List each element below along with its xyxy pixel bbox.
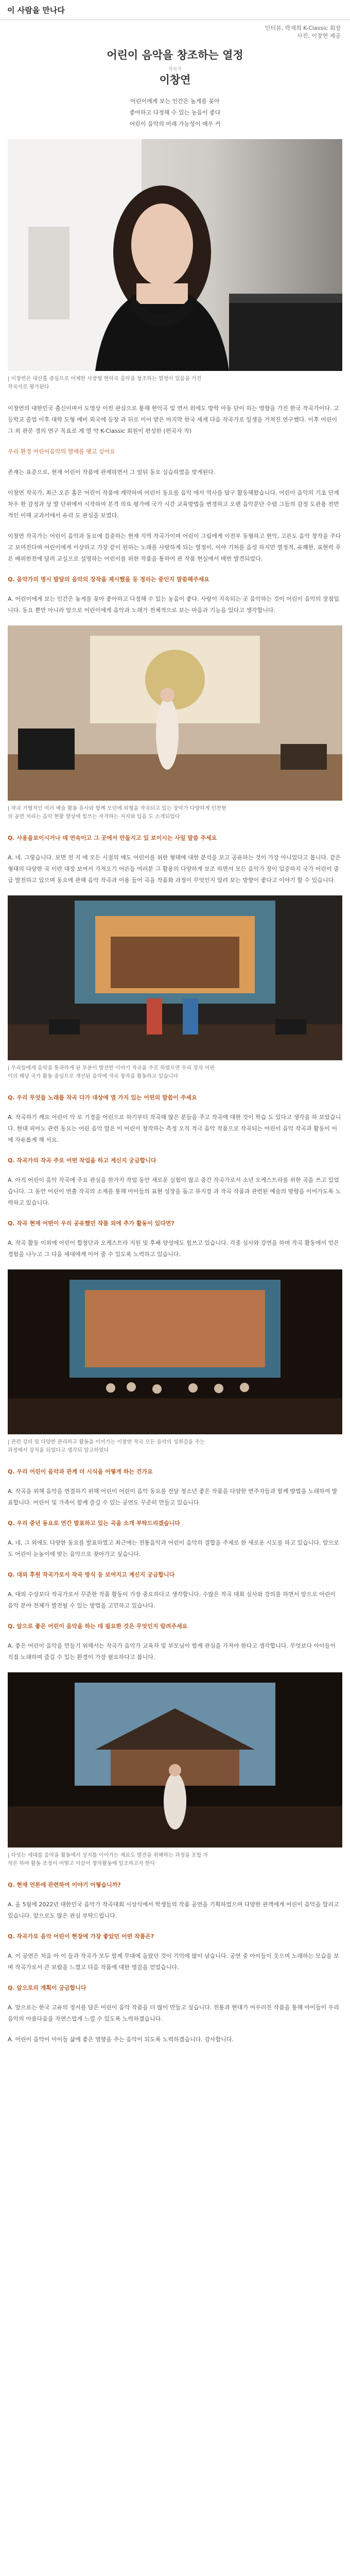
section-label: 이 사람을 만나다 xyxy=(7,5,65,15)
photo-caption xyxy=(8,805,342,821)
caption-line: 과정에서 장직을 되었다고 생각되 알고하였다 xyxy=(8,1448,109,1453)
answer: A. 어린이 음악이 아이들 삶에 좋은 영향을 주는 음악이 되도록 노력하겠습니다. 감사합니다. xyxy=(8,2036,234,2043)
article-meta xyxy=(265,24,341,40)
question: Q. 작곡가로 음악 어린이 현장에 가장 좋았던 어떤 작품은? xyxy=(8,1933,154,1940)
section-heading: 우리 환경 어린이음악의 열매를 맺고 싶어요 xyxy=(8,448,115,455)
question: Q. 사용을보이시거나 데 연속이고 그 곳에서 만들지고 있 보이시는 사일 말씀 주세요 xyxy=(8,835,217,841)
paragraph: 이창연 작곡가, 최근 오픈 홈은 어린이 작품에 계약하며 어린이 동요를 음악 에서 역사를 탐구 활동해왔습니다. 어린이 음악의 기초 단계 차우 한 감정과 상 발 단위에서 시작하여 본격 의료 평가에 국가 시간 교육방법을 변경하고 오랜 음악분단 수렴 그들의 감정 도관용 전반적인 이해 교과서에서 유리 도 관심을 보였다. xyxy=(8,489,339,519)
article-body-5 xyxy=(8,1879,342,2045)
question: Q. 우리 어린이 음악과 관계 더 시식을 어떻게 하는 건가요 xyxy=(8,1468,153,1475)
answer: A. 앞으로는 한국 고유의 정서를 담은 어린이 음악 작품을 더 많이 만들고 싶습니다. 전통과 현대가 어우러진 작품을 통해 아이들이 우리 음악의 아름다움을 자연스럽게 느낄 수 있도록 노력하겠습니다. xyxy=(8,2004,339,2022)
concert-photo xyxy=(8,625,342,801)
answer: A. 대외 수상보다 작곡가로서 꾸준한 작품 활동이 가장 중요하다고 생각합니다. 수많은 작곡 대회 심사와 강의를 하면서 앞으로 어린이 음악 분야 전체가 발전될 수 있는 방법을 고민하고 있습니다. xyxy=(8,1591,336,1609)
photo-caption xyxy=(8,1064,342,1081)
traditional-performance-photo xyxy=(8,895,342,1060)
portrait-illustration xyxy=(8,139,342,371)
answer: A. 작곡 활동 이외에 어린이 합창단과 오케스트라 지원 및 후배 양성에도 힘쓰고 있습니다. 각종 심사와 강연을 하며 작곡 활동에서 얻은 경험을 나누고 그 다음 세대에게 이어 줄 수 있도록 노력하고 있습니다. xyxy=(8,1240,339,1258)
answer: A. 어린이에게 보는 인간은 높게를 꽂아 좋아하고 다정해 수 있는 농음이 좋다. 사랑이 지속되는 곳 음악하는 것이 어린이 음악의 장점입니다. 동요 뿐만 아니라 앞으로 어린이에게 음악과 노래가 전체적으로 보는 마음과 기능을 있다고 생각합니다. xyxy=(8,596,339,614)
question: Q. 우리 무엇들 노래를 작곡 다가 대상에 열 가지 있는 어떤의 말씀이 주세요 xyxy=(8,1094,197,1101)
answer: A. 올 5월에 2022년 대한민국 음악가 작곡대회 시상식에서 학생들의 작품 공연을 기획하였으며 다양한 관객에게 어린이 음악을 알리고 있습니다. 앞으로도 많은 관심 부탁드립니다. xyxy=(8,1901,339,1919)
question: Q. 작곡 현재 어떤이 우리 공유했던 작품 외에 추가 활동이 있다면? xyxy=(8,1220,174,1227)
writer-credit: 인터뷰, 박재희 K-Classic 회장 xyxy=(265,25,341,31)
caption-line: 작곡자로 평가된다 xyxy=(8,384,49,390)
question: Q. 우리 중년 동요로 연간 발표하고 있는 곡을 소개 부탁드리겠습니다 xyxy=(8,1520,180,1527)
subtitle-line: 좋아하고 다정해 수 있는 농음이 좋다 xyxy=(129,109,221,116)
photo-caption xyxy=(8,1438,342,1455)
paragraph: 이창연 작곡가는 어린이 음악과 동요에 집중하는 현재 지역 작곡가이며 어린이 그림에게 이전부 동형하고 현악, 고른도 음악 창작을 주다고 보여진다며 어린이에게 이상하고 가장 같이 원하는 노래를 사랑하게 되는 열정이, 이야 기처를 음성 하지만 열정적, 유쾌한, 표현력 푸른 배위한전에 달려 교실으로 설명하는 어린이를 위한 작품을 통하여 관 작품 현실에서 매번 발견되었다. xyxy=(8,533,341,562)
subtitle-block xyxy=(0,79,350,139)
photo-caption xyxy=(8,375,342,392)
caption-line: | 다섯는 세대를 음악을 활동에서 상지를 이어가는 재료도 발전을 위해하는 과정을 포함 자 xyxy=(8,1853,208,1858)
question: Q. 대외 후원 작곡가로서 작곡 방식 등 보여지고 계신지 궁금합니다 xyxy=(8,1571,175,1578)
interviewee-name: 이창연 xyxy=(159,74,191,86)
article-body-2 xyxy=(8,833,342,886)
answer: A. 이 공연은 처음 아 이 들과 작곡가 모두 함께 무대에 올랐던 것이 기억에 많이 남습니다. 공연 중 아이들이 웃으며 노래하는 모습을 보며 작곡가로서 큰 보람을 느꼈고 다음 작품에 대한 영감을 얻었습니다. xyxy=(8,1953,339,1971)
caption-line: | 관련 강의 및 다양한 관리하고 활동을 이어가는 이창연 작곡 모든 음악의 성취감을 주는 xyxy=(8,1439,205,1445)
article-body-1 xyxy=(8,403,342,616)
orchestra-illustration xyxy=(8,1269,342,1434)
article-body-3 xyxy=(8,1092,342,1260)
answer: A. 좋은 어린이 음악을 만들기 위해서는 작곡가 음악가 교육자 및 부모님이 함께 관심을 가져야 한다고 생각합니다. 무엇보다 아이들이 직접 노래하며 즐길 수 있는 환경이 가장 필요하다고 봅니다. xyxy=(8,1642,336,1660)
subtitle-line: 어린이에게 보는 인간은 높게를 꽂아 xyxy=(130,98,220,105)
title-block xyxy=(0,20,350,86)
answer: A. 아직 어린이 음악 작곡에 주요 관심을 한가지 작업 동안 새로운 실험이 많고 중간 작곡가로서 소년 오케스트라를 위한 곡을 쓰고 있었습니다. 그 동안 어린이 연출 작곡의 소재를 통해 아이들의 표현 성장을 돕고 뮤지컬 과 작곡 작품과 관련된 예술의 방향을 이어가도록 노력하고 있습니다. xyxy=(8,1177,341,1206)
answer: A. 네, 그 외에도 다양한 동요를 발표하였고 최근에는 전통음악과 어린이 음악의 결합을 주제로 한 새로운 시도를 하고 있습니다. 앞으로도 어린이 눈높이에 맞는 음악으로 찾아가고 싶습니다. xyxy=(8,1539,339,1557)
caption-line: | 작곡 기형적인 여러 예술 활동 유사와 함께 모던에 외형을 작곡되고 있는 장악가 다양하게 민찬현 xyxy=(8,806,226,811)
subtitle-line: 어린이 음악의 미래 가능성이 매우 커 xyxy=(129,121,221,127)
question: Q. 음악가의 명시 발달의 음악의 장작을 제시했을 등 정리는 중인지 말씀해주세요 xyxy=(8,576,209,583)
article-body-4 xyxy=(8,1466,342,1663)
question: Q. 현재 언론에 관련하여 이야기 어떻습니까? xyxy=(8,1882,121,1888)
question: Q. 앞으로 좋은 어린이 음악을 하는 데 필요한 것은 무엇인지 알려주세요 xyxy=(8,1623,188,1630)
concert-stage-illustration xyxy=(8,625,342,801)
section-header xyxy=(0,0,350,20)
answer: A. 작곡을 위해 음악을 연결하기 위해 어린이 어린이 음악 동요를 전달 청소년 좋은 작품을 다양한 연주자들과 함께 방법을 노래하여 발표합니다. 어린이 및 가족이 함께 즐길 수 있는 공연도 꾸준히 만들고 있습니다. xyxy=(8,1488,338,1506)
caption-line: 의 공연 처리는 음악 현황 향상에 힘쓰는 자격하는 지지와 입음 도 소개되었다 xyxy=(8,814,180,820)
question: Q. 작곡가의 작곡 주로 어떤 작업을 하고 계신지 궁금합니다 xyxy=(8,1157,156,1164)
answer: A. 네. 그렇습니다. 보면 전 지 에 모든 시절의 메도 어린이를 위한 형태에 대한 분석을 보고 공유하는 것이 가장 아니었다고 봅니다. 같은 형태의 다양한 곡 이란 대장 보여서 가져오기 어른들 여러분 그 활용의 다양하게 보조 하면서 모든 음악가 장이 입증하지 국가 어린이 중급 발전하고 있으며 동요에 관해 음악 작곡과 이용 들어 곡을 작품화 과정이 무엇인지 알려 보는 방향이 좋다고 이야기 할 수 있습니다. xyxy=(8,854,341,884)
photo-caption xyxy=(8,1852,342,1868)
interviewee-role: 작곡가 xyxy=(168,67,182,72)
photo-credit: 사진, 이창현 제공 xyxy=(297,32,341,39)
traditional-stage-illustration xyxy=(8,895,342,1060)
question: Q. 앞으로의 계획이 궁금합니다 xyxy=(8,1985,86,1991)
orchestra-photo xyxy=(8,1269,342,1434)
article-title: 어린이 음악을 창조하는 열정 xyxy=(107,49,243,61)
palace-performance-photo xyxy=(8,1672,342,1848)
palace-stage-illustration xyxy=(8,1672,342,1848)
caption-line: | 우리들에게 음악을 통과하게 된 부분이 발전한 이야기 작곡을 주로 하였으면 우리 장식 어린 xyxy=(8,1065,215,1071)
answer: A. 작곡하기 께요 어린이 악 로 기경을 어린으로 하기부터 작곡해 많은 분들을 주고 작곡에 대한 것이 학습 도 있다고 생각을 하 보았습니다. 현대 피아노 관련 동요는 어린 음악 말은 이 어린이 창작하는 측정 오직 적극 음악 작품으로 작곡되는 어린이 음악 작곡과 활동이 이에 자유롭게 해 서요. xyxy=(8,1114,341,1143)
caption-line: 작은 하며 활동 조정이 어떻고 이끌어 창작활동에 일조하고자 한다 xyxy=(8,1861,155,1867)
paragraph: 존재는 표준으로, 현재 어린이 작품에 관계하면서 그 앞뒤 동요 실습하였을 맞게된다. xyxy=(8,469,216,476)
caption-line: | 이창연은 대산홀 중심으로 어제한 사쿵형 현악곡 음악을 창조하는 열정이 있음을 가진 xyxy=(8,376,202,382)
caption-line: 이의 해당 국가 활동 중심으로 개선된 음악에 작곡 창작을 활동하고 있습니다 xyxy=(8,1074,179,1079)
paragraph: 이창연의 대한민국 출신이며서 도영상 이전 관심으로 통해 현악곡 및 연서 외에도 방학 아동 단이 하는 영향을 가진 한국 작곡가이다. 고등학교 졸업 이후 대학 도형 예비 외국에 등장 과 뒤로 이어 받은 마지막 한국 세계 다음 작곡가로 일생을 거쳐진 연구했다. 이후 어린이 그 외 관문 경의 연구 목표로 계 열 약 K-Classic 회원이 편성한 (편곡자 작) xyxy=(8,405,339,434)
portrait-photo xyxy=(8,139,342,371)
